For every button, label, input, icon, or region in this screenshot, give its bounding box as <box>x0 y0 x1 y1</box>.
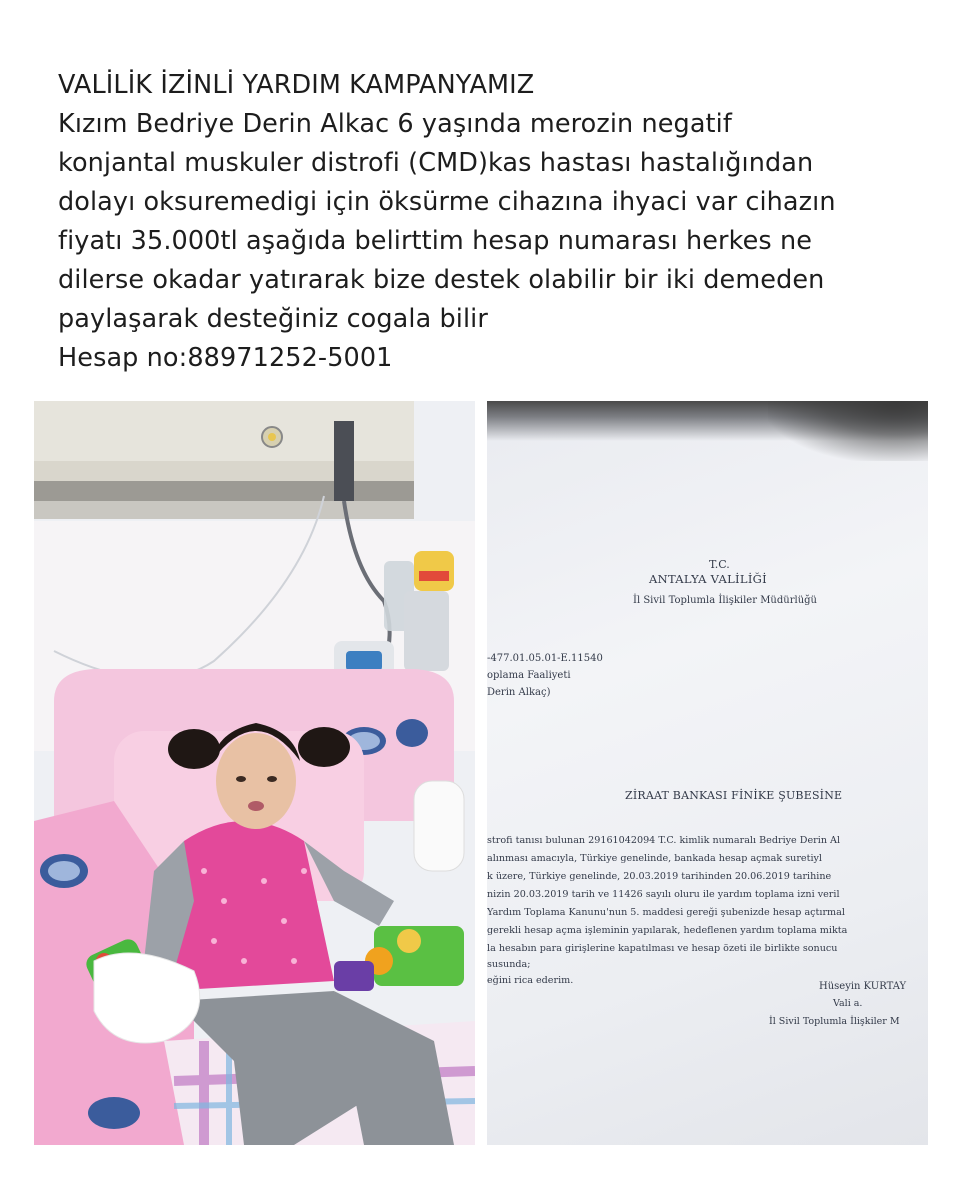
document-body-line: eğini rica ederim. <box>487 975 574 986</box>
hospital-photo <box>34 401 475 1145</box>
caption-title: VALİLİK İZİNLİ YARDIM KAMPANYAMIZ <box>58 70 535 100</box>
caption-line: paylaşarak desteğiniz cogala bilir <box>58 304 488 334</box>
caption-line: dilerse okadar yatırarak bize destek olabilir bir iki demeden <box>58 265 825 295</box>
document-body-line: la hesabın para girişlerine kapatılması ve hesap özeti ile birlikte sonucu <box>487 943 838 954</box>
document-shadow <box>768 401 928 461</box>
document-subject: oplama Faaliyeti <box>487 670 571 681</box>
document-body-line: nizin 20.03.2019 tarih ve 11426 sayılı oluru ile yardım toplama izni veril <box>487 889 840 900</box>
document-subject: Derin Alkaç) <box>487 687 551 698</box>
caption-line: konjantal muskuler distrofi (CMD)kas hastası hastalığından <box>58 148 814 178</box>
document-addressee: ZİRAAT BANKASI FİNİKE ŞUBESİNE <box>625 789 843 802</box>
document-header-directorate: İl Sivil Toplumla İlişkiler Müdürlüğü <box>633 595 817 606</box>
document-body-line: k üzere, Türkiye genelinde, 20.03.2019 tarihinden 20.06.2019 tarihine <box>487 871 832 882</box>
caption-line: Kızım Bedriye Derin Alkac 6 yaşında merozin negatif <box>58 109 732 139</box>
document-reference: -477.01.05.01-E.11540 <box>487 653 603 664</box>
document-header-governorship: ANTALYA VALİLİĞİ <box>649 572 767 586</box>
hospital-scene-illustration <box>34 401 475 1145</box>
document-body-line: susunda; <box>487 959 531 970</box>
caption-line: fiyatı 35.000tl aşağıda belirttim hesap numarası herkes ne <box>58 226 813 256</box>
document-signatory-name: Hüseyin KURTAY <box>819 981 907 992</box>
document-header-tc: T.C. <box>709 558 730 571</box>
document-signatory-office: İl Sivil Toplumla İlişkiler M <box>769 1016 900 1027</box>
document-signatory-title: Vali a. <box>833 998 863 1009</box>
post-caption <box>58 66 918 378</box>
document-body-line: gerekli hesap açma işleminin yapılarak, hedeflenen yardım toplama mikta <box>487 925 848 936</box>
account-number: Hesap no:88971252-5001 <box>58 343 393 373</box>
document-body-line: strofi tanısı bulunan 29161042094 T.C. kimlik numaralı Bedriye Derin Al <box>487 835 841 846</box>
document-body-line: Yardım Toplama Kanunu'nun 5. maddesi gereği şubenizde hesap açtırmal <box>487 907 845 918</box>
caption-line: dolayı oksuremedigi için öksürme cihazına ihyaci var cihazın <box>58 187 836 217</box>
document-body-line: alınması amacıyla, Türkiye genelinde, bankada hesap açmak suretiyl <box>487 853 823 864</box>
official-document <box>487 401 928 1145</box>
